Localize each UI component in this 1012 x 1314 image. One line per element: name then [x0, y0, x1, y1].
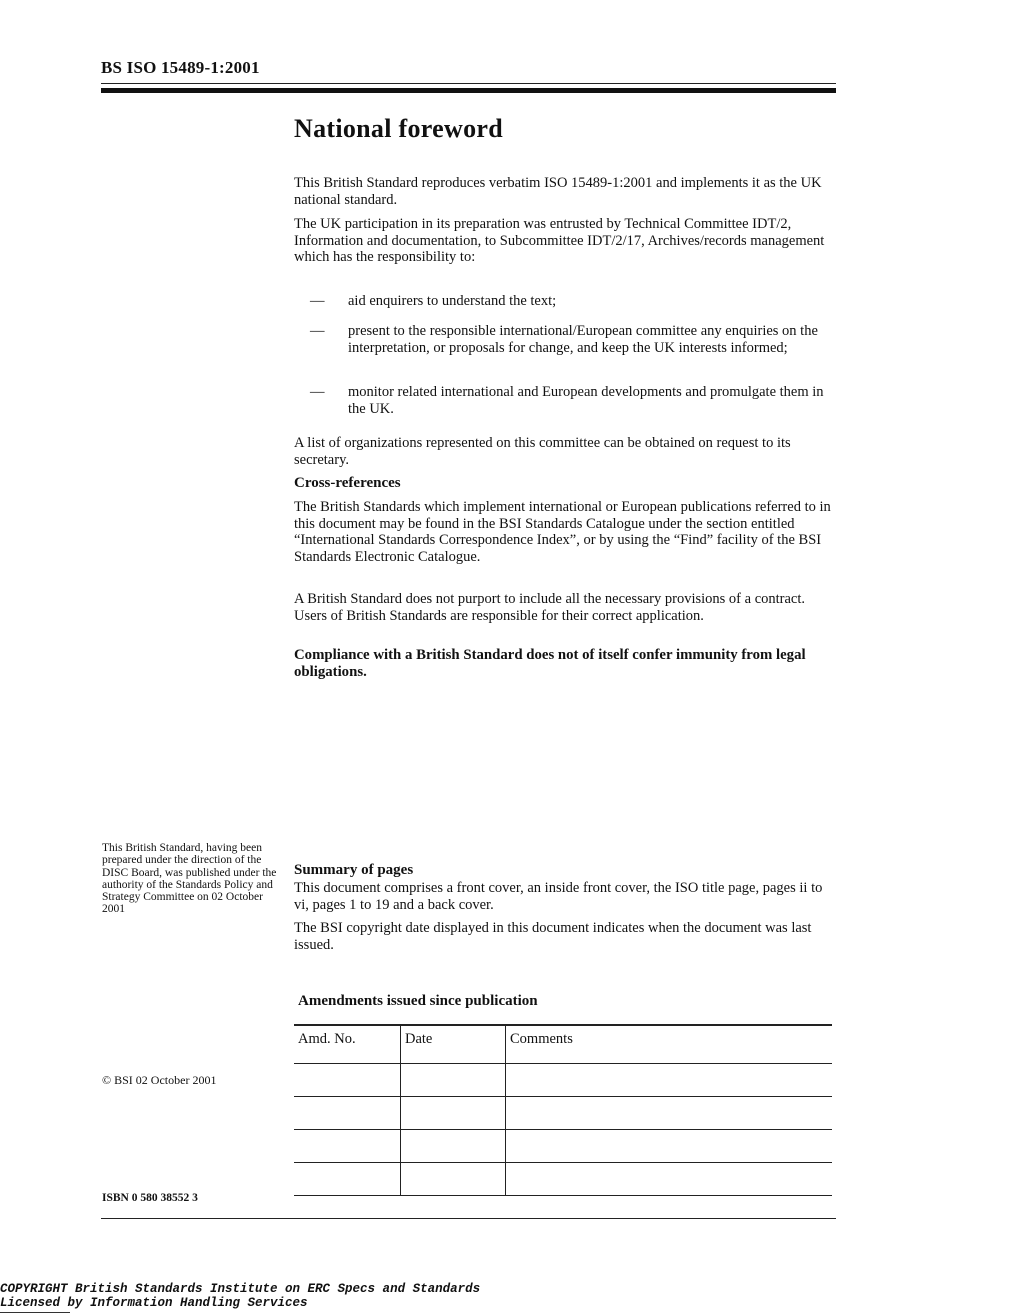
table-header-row — [294, 1025, 832, 1064]
table-cell — [401, 1064, 506, 1097]
table-cell — [294, 1163, 401, 1196]
summary-heading: Summary of pages — [294, 862, 414, 878]
table-cell — [506, 1097, 833, 1130]
summary-paragraph-2: The BSI copyright date displayed in this document indicates when the document was last issued. — [294, 920, 812, 953]
copyright-notice: © BSI 02 October 2001 — [102, 1073, 217, 1087]
intro-paragraph-2: The UK participation in its preparation was entrusted by Technical Committee IDT/2, Information and documentation, to Subcommittee IDT/2/17, Archives/records management which has the responsibility to: — [294, 216, 825, 265]
table-row — [294, 1097, 832, 1130]
column-header-comments: Comments — [506, 1025, 833, 1064]
amendments-heading: Amendments issued since publication — [298, 993, 538, 1009]
publication-note: This British Standard, having been prepared under the direction of the DISC Board, was published under the authority of the Standards Policy and Strategy Committee on 02 October 2001 — [102, 842, 277, 916]
table-cell — [401, 1130, 506, 1163]
list-item-text: aid enquirers to understand the text; — [348, 293, 557, 309]
list-item-text: monitor related international and European developments and promulgate them in the UK. — [348, 384, 824, 417]
footer-copyright-line: COPYRIGHT British Standards Institute on ERC Specs and Standards — [0, 1282, 481, 1296]
dash-bullet: — — [310, 293, 325, 309]
table-cell — [294, 1130, 401, 1163]
responsibility-list — [310, 293, 840, 423]
cross-references-heading: Cross-references — [294, 475, 401, 491]
dash-bullet: — — [310, 384, 325, 400]
header-rule-thin — [101, 83, 836, 84]
page-title: National foreword — [294, 114, 503, 143]
table-cell — [294, 1064, 401, 1097]
table-cell — [506, 1064, 833, 1097]
table-row — [294, 1064, 832, 1097]
compliance-statement: Compliance with a British Standard does not of itself confer immunity from legal obligations. — [294, 647, 806, 680]
column-header-amd-no: Amd. No. — [294, 1025, 401, 1064]
intro-paragraph-1: This British Standard reproduces verbatim ISO 15489-1:2001 and implements it as the UK national standard. — [294, 175, 822, 208]
document-code: BS ISO 15489-1:2001 — [101, 58, 260, 77]
dash-bullet: — — [310, 323, 325, 339]
cross-references-paragraph-2: A British Standard does not purport to include all the necessary provisions of a contract. Users of British Standards are responsible for their correct application. — [294, 591, 806, 624]
bottom-rule — [101, 1218, 836, 1219]
table-cell — [294, 1097, 401, 1130]
footer-underline — [0, 1312, 70, 1313]
table-cell — [401, 1163, 506, 1196]
isbn: ISBN 0 580 38552 3 — [102, 1192, 198, 1204]
column-header-date: Date — [401, 1025, 506, 1064]
amendments-table — [294, 1024, 832, 1196]
footer-license-line: Licensed by Information Handling Services — [0, 1296, 308, 1310]
table-cell — [506, 1163, 833, 1196]
cross-references-paragraph-1: The British Standards which implement international or European publications referred to in this document may be found in the BSI Standards Catalogue under the section entitled “International Standards Correspondence Index”, or by using the “Find” facility of the BSI Standards Electronic Catalogue. — [294, 499, 831, 565]
table-cell — [401, 1097, 506, 1130]
table-cell — [506, 1130, 833, 1163]
header-rule-thick — [101, 88, 836, 93]
summary-paragraph-1: This document comprises a front cover, an inside front cover, the ISO title page, pages ii to vi, pages 1 to 19 and a back cover. — [294, 880, 823, 913]
committee-list-paragraph: A list of organizations represented on this committee can be obtained on request to its secretary. — [294, 435, 791, 468]
table-row — [294, 1163, 832, 1196]
list-item-text: present to the responsible international/European committee any enquiries on the interpretation, or proposals for change, and keep the UK interests informed; — [348, 323, 818, 356]
table-row — [294, 1130, 832, 1163]
